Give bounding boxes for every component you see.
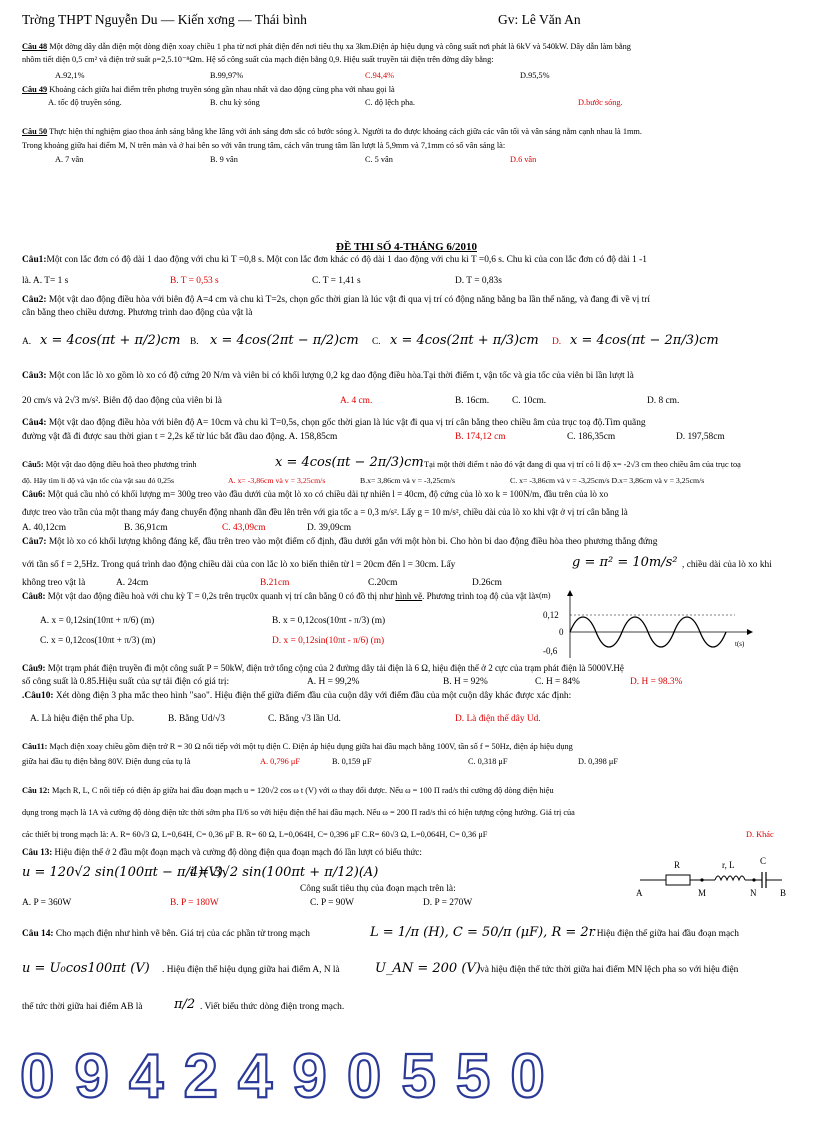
q10-opt-a: A. Là hiệu điện thế pha Up. [30,714,135,724]
q4-opt-b: B. 174,12 cm [455,432,506,442]
node-m [700,878,703,881]
label-b: B [780,888,787,898]
q8: Câu8: Một vật dao động điều hoà với chu kỳ T = 0,2s trên trục0x quanh vị trí cân bằng 0 có đồ thị như hình vẽ. Phương trình toạ độ của vật là [22,591,536,601]
oscillation-graph [535,590,765,660]
q7-line2-end: , chiều dài của lò xo khi [682,560,772,570]
q9-opt-d: D. H = 98.3% [630,677,683,687]
q48-opt-b: B.99,97% [210,71,244,80]
q48-opt-c: C.94,4% [365,71,395,80]
q2-opt-c: x = 4cos(2πt + π/3)cm [390,333,539,348]
q14-eq-phase: π/2 [174,997,196,1012]
resistor [666,875,690,885]
label-n: N [750,888,757,898]
q10-opt-c: C. Bằng √3 lần Ud. [268,714,341,724]
graph-ylabel: x(m) [535,591,551,600]
q13-eq-u: u = 120√2 sin(100πt − π/4)(V), [22,865,227,880]
circuit-diagram [630,850,790,900]
q50-opt-d: D.6 vân [510,155,537,164]
q49-opt-d: D.bước sóng. [578,98,623,107]
q10: .Câu10: Xét dòng điện 3 pha mắc theo hình "sao". Hiệu điện thế giữa điểm đầu của cuộn dây với điểm đầu của một cuộn dây khác được xác định: [22,691,572,701]
q7-opt-c: C.20cm [368,578,398,588]
q14-line3-end: . Viết biểu thức dòng điện trong mạch. [200,1002,345,1012]
q12-opt-d: D. Khác [746,830,774,839]
q5-line2: độ. Hãy tìm li độ và vận tốc của vật sau đó 0,25s [22,476,175,485]
q13-eq-i: i = 3√2 sin(100πt + π/12)(A) [190,865,379,880]
q9-line2: số công suất là 0.85.Hiệu suất của sự tải điện có giá trị: [22,677,230,687]
q4: Câu4: Một vật dao động điều hòa với biên độ A= 10cm và chu kì T=0,5s, chọn gốc thời gian là lúc vật đi qua vị trí cân bằng theo chiều âm của trục toạ độ.Tìm quãng [22,418,646,428]
q11-opt-d: D. 0,398 μF [578,757,618,766]
inductor-coil [715,876,745,880]
q3: Câu3: Một con lắc lò xo gồm lò xo có độ cứng 20 N/m và viên bi có khối lượng 0,2 kg dao động điều hòa.Tại thời điểm t, vận tốc và gia tốc của viên bi lần lượt là [22,371,634,381]
q14-line2: . Hiệu điện thế hiệu dụng giữa hai điểm A, N là [162,965,340,975]
q1-line2: là. A. T= 1 s [22,276,69,286]
q6-opt-d: D. 39,09cm [307,523,352,533]
q3-opt-a: A. 4 cm. [340,396,373,406]
label-m: M [698,888,707,898]
q48-line2: nhôm tiết diện 0,5 cm² và điện trở suất ρ=2,5.10⁻⁸Ωm. Hệ số công suất của mạch điện bằng 0,9. Hiệu suất truyền tải điện trên đờng dây bằng: [22,55,494,64]
q5: Câu5: Một vật dao động điều hoà theo phương trình [22,460,197,469]
q2: Câu2: Một vật dao động điều hòa với biên độ A=4 cm và chu kì T=2s, chọn gốc thời gian là lúc vật đi qua vị trí có động năng bằng ba lần thế năng, và đang đi về vị trí [22,295,651,305]
q50-opt-a: A. 7 vân [55,155,84,164]
q14-eq-params: L = 1/π (H), C = 50/π (μF), R = 2r [370,925,595,940]
q11-opt-b: B. 0,159 μF [332,757,372,766]
q12-line3: các thiết bị trong mạch là: A. R= 60√3 Ω, L=0,64H, C= 0,36 μF B. R= 60 Ω, L=0,064H, C= 0,396 μF C.R= 60√3 Ω, L=0,064H, C= 0,36 μF [22,830,488,839]
q9-opt-c: C. H = 84% [535,677,580,687]
q7-opt-d: D.26cm [472,578,502,588]
q10-opt-d: D. Là điện thế dây Ud. [455,714,541,724]
q14-line1-end: . Hiệu điện thế giữa hai đầu đoạn mạch [592,929,739,939]
q7: Câu7: Một lò xo có khối lượng không đáng kể, đầu trên treo vào một điểm cố định, đầu dưới gắn với một hòn bi. Cho hòn bi dao động điều hòa theo phương thẳng đứng [22,537,658,547]
q1-opt-b: B. T = 0,53 s [170,276,219,286]
q3-opt-d: D. 8 cm. [647,396,680,406]
q7-equation: g = π² = 10m/s² [572,555,678,570]
q7-opt-a: A. 24cm [116,578,149,588]
q14-line3: thế tức thời giữa hai điểm AB là [22,1002,143,1012]
q49-opt-a: A. tốc độ truyền sóng. [48,98,122,107]
q6: Câu6: Một quả cầu nhỏ có khối lượng m= 300g treo vào đầu dưới của một lò xo có chiều dài tự nhiên l = 40cm, độ cứng của lò xo k = 100N/m, đầu trên của lò xo [22,489,609,499]
q5-opt-cd: C. x= -3,86cm và v = -3,25cm/s D.x= 3,86cm và v = 3,25cm/s [510,476,705,485]
q9: Câu9: Một trạm phát điện truyền đi một công suất P = 50kW, điện trở tổng cộng của 2 đường dây tải điện là 6 Ω, hiệu điện thế ở 2 cực của trạm phát điện là 5000V.Hệ [22,663,624,673]
q5-equation: x = 4cos(πt − 2π/3)cm [275,455,424,470]
q49-opt-b: B. chu kỳ sóng [210,98,260,107]
q2-label-c: C. [372,337,381,347]
teacher-name: Gv: Lê Văn An [498,12,581,27]
q13: Câu 13: Hiệu điện thế ở 2 đầu một đoạn mạch và cường độ dòng điện qua đoạn mạch đó lần lượt có biểu thức: [22,847,422,857]
q11-opt-a: A. 0,796 μF [260,757,300,766]
q2-label-a: A. [22,337,32,347]
q7-line2: với tần số f = 2,5Hz. Trong quá trình dao động chiều dài của con lắc lò xo biến thiên từ l = 20cm đến l = 30cm. Lấy [22,560,456,570]
q4-opt-c: C. 186,35cm [567,432,616,442]
y-axis-arrow [567,590,573,596]
q2-label-b: B. [190,337,199,347]
q14-eq-u: u = U₀cos100πt (V) [22,961,150,976]
graph-top-label: 0,12 [543,610,559,620]
q14-line2-end: và hiệu điện thế tức thời giữa hai điểm MN lệch pha so với hiệu điện [480,965,739,975]
q9-opt-a: A. H = 99,2% [307,677,360,687]
q5-opt-a: A. x= -3,86cm và v = 3,25cm/s [228,476,326,485]
q13-line2: Công suất tiêu thụ của đoạn mạch trên là: [300,884,456,894]
q11-opt-c: C. 0,318 μF [468,757,508,766]
q48: Câu 48 Một đờng dây dẫn điện một dòng điện xoay chiều 1 pha từ nơi phát điện đến nơi tiêu thụ xa 3km.Điện áp hiệu dụng và công suất nơi phát là 6kV và 540kW. Dây dẫn làm bằng [22,42,631,51]
label-c: C [760,856,767,866]
school-header: Trờng THPT Nguyễn Du — Kiến xơng — Thái bình [22,12,307,27]
q7-line3: không treo vật là [22,578,86,588]
x-axis-arrow [747,629,753,635]
q11-line2: giữa hai đầu tụ điện bằng 80V. Điện dung của tụ là [22,757,191,766]
q13-opt-b: B. P = 180W [170,898,219,908]
graph-zero-label: 0 [559,627,564,637]
label-rl: r, L [722,860,735,870]
q6-opt-c: C. 43,09cm [222,523,266,533]
q10-opt-b: B. Bằng Ud/√3 [168,714,225,724]
q8-opt-a: A. x = 0,12sin(10πt + π/6) (m) [40,616,155,626]
q5-text-after: . Tại một thời điểm t nào đó vật đang đi qua vị trí có li độ x= -2√3 cm theo chiều âm của trục toạ [420,460,741,469]
q2-label-d: D. [552,337,562,347]
q3-line2: 20 cm/s và 2√3 m/s². Biên độ dao động của viên bi là [22,396,222,406]
q50-opt-c: C. 5 vân [365,155,393,164]
q11: Câu11: Mạch điện xoay chiều gồm điện trở R = 30 Ω nối tiếp với một tụ điện C. Điện áp hiệu dụng giữa hai đầu mạch bằng 100V, tần số f = 50Hz, điện áp hiệu dụng [22,742,573,751]
q1-opt-c: C. T = 1,41 s [312,276,361,286]
q13-opt-d: D. P = 270W [423,898,473,908]
q50-opt-b: B. 9 vân [210,155,238,164]
q14: Câu 14: Cho mạch điện như hình vẽ bên. Giá trị của các phần tử trong mạch [22,929,310,939]
q48-opt-d: D.95,5% [520,71,550,80]
q6-opt-b: B. 36,91cm [124,523,168,533]
q8-opt-d: D. x = 0,12sin(10πt - π/6) (m) [272,636,385,646]
exam-title: ĐỀ THI SỐ 4-THÁNG 6/2010 [336,241,477,253]
q13-opt-a: A. P = 360W [22,898,72,908]
label-r: R [674,860,681,870]
phone-number-watermark: 0942490550 [20,1042,565,1111]
q48-opt-a: A.92,1% [55,71,85,80]
q2-line2: cân bằng theo chiều dương. Phương trình dao động của vật là [22,308,253,318]
q49-opt-c: C. độ lệch pha. [365,98,416,107]
q1: Câu1:Một con lắc đơn có độ dài 1 dao động với chu kì T =0,8 s. Một con lắc đơn khác có độ dài 1 dao động với chu kì T =0,6 s. Chu kì của con lắc đơn có độ dài 1 -1 [22,255,647,265]
q3-opt-b: B. 16cm. [455,396,490,406]
label-a: A [636,888,643,898]
q4-opt-d: D. 197,58cm [676,432,725,442]
q2-opt-d: x = 4cos(πt − 2π/3)cm [570,333,719,348]
q2-opt-a: x = 4cos(πt + π/2)cm [40,333,181,348]
q50-line2: Trong khoảng giữa hai điểm M, N trên màn và ở hai bên so với vân trung tâm, cách vân trung tâm lần lượt là 5,9mm và 7,1mm có số vân sáng là: [22,141,506,150]
q6-line2: được treo vào trần của một thang máy đang chuyển động nhanh dần đều lên trên với gia tốc a = 0,3 m/s². Lấy g = 10 m/s², chiều dài của lò xo khi vật ở vị trí cân bằng là [22,507,628,517]
q12-line2: dụng trong mạch là 1A và cường độ dòng điện tức thời sớm pha Π/6 so với hiệu điện thế hai đầu mạch. Nếu ω = 200 Π rad/s thì có hiện tượng cộng hưởng. Giá trị của [22,808,575,817]
q50: Câu 50 Thực hiện thí nghiệm giao thoa ánh sáng bằng khe Iâng với ánh sáng đơn sắc có bước sóng λ. Người ta đo được khoảng cách giữa các vân tối và vân sáng nằm cạnh nhau là 1mm. [22,127,642,136]
graph-xlabel: t(s) [735,640,745,648]
q12: Câu 12: Mạch R, L, C nối tiếp có điện áp giữa hai đầu đoạn mạch u = 120√2 cos ω t (V) với ω thay đổi được. Nếu ω = 100 Π rad/s thì cường độ dòng điện hiệu [22,786,554,795]
graph-bottom-label: -0,6 [543,646,558,656]
q3-opt-c: C. 10cm. [512,396,547,406]
q14-eq-uan: U_AN = 200 (V) [375,961,481,976]
q5-opt-b: B.x= 3,86cm và v = -3,25cm/s [360,476,455,485]
q9-opt-b: B. H = 92% [443,677,488,687]
q7-opt-b: B.21cm [260,578,290,588]
q6-opt-a: A. 40,12cm [22,523,67,533]
q4-line2: đường vật đã đi được sau thời gian t = 2,2s kể từ lúc bắt đầu dao động. A. 158,85cm [22,432,338,442]
q8-opt-c: C. x = 0,12cos(10πt + π/3) (m) [40,636,156,646]
q49: Câu 49 Khoảng cách giữa hai điểm trên phơng truyền sóng gần nhau nhất và dao động cùng pha với nhau gọi là [22,85,395,94]
q2-opt-b: x = 4cos(2πt − π/2)cm [210,333,359,348]
q8-opt-b: B. x = 0,12cos(10πt - π/3) (m) [272,616,386,626]
q13-opt-c: C. P = 90W [310,898,355,908]
q1-opt-d: D. T = 0,83s [455,276,502,286]
node-n [752,878,755,881]
